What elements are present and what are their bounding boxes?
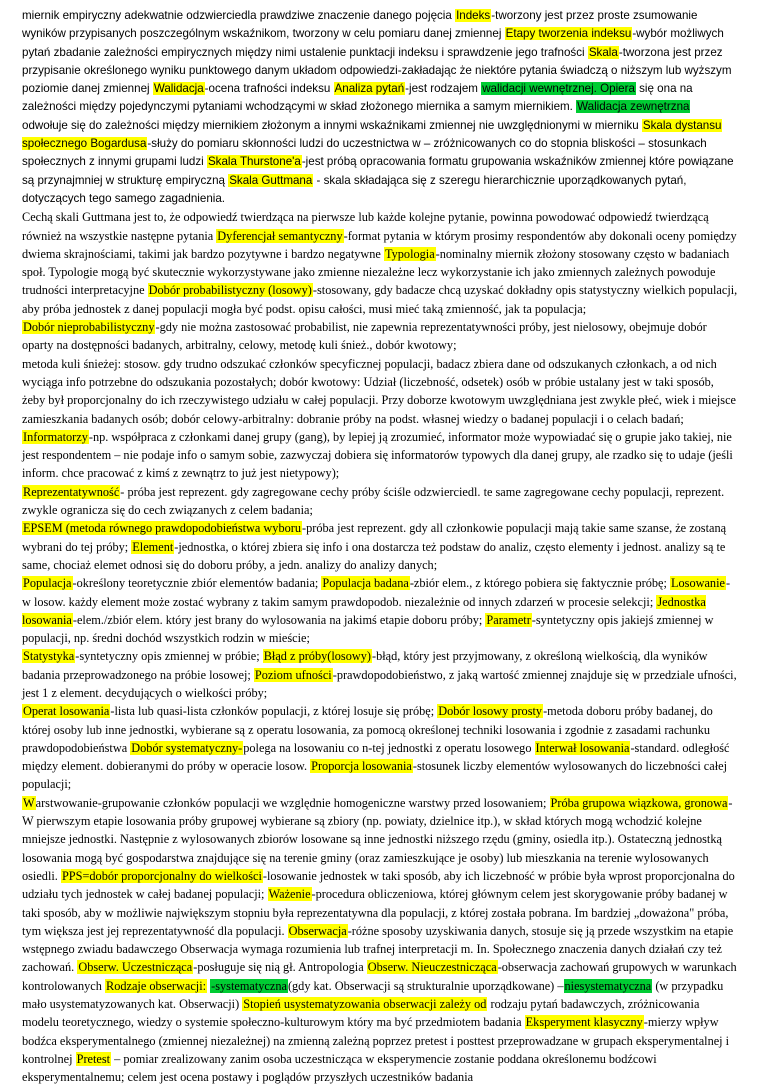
- paragraph-1: [22, 7, 738, 208]
- highlighted-term: Próba grupowa wiązkowa, gronowa: [550, 795, 728, 810]
- highlighted-term: Rodzaje obserwacji:: [106, 978, 207, 993]
- highlighted-term: Stopień usystematyzowania obserwacji zależy od: [243, 997, 487, 1012]
- body-text: -tworzony jest przez proste zsumowanie wyników przypisanych poszczególnym wskaźnikom, tworzony w celu pomiaru danej zmiennej: [22, 9, 698, 41]
- body-text: -jest próbą opracowania formatu grupowania wskaźników zmiennej które powiązane są przynajmniej w strukturę empiryczną: [22, 155, 734, 187]
- body-text: -np. współpraca z członkami danej grupy (gang), by lepiej ją zrozumieć, informator może wypowiadać się o grupie jako takiej, nie jest respondentem – nie podaje info o samym sobie, zazwyczaj dobiera się informatorów typowych dla danej grupy, ale rzadko się to udaje (jeśli inform. chce pracować z kimś z zewnątrz to już jest nietypowy);: [22, 429, 733, 481]
- highlighted-term: Obserwacja: [288, 923, 347, 938]
- highlighted-term: Element: [132, 539, 174, 554]
- body-text: - skala składająca się z szeregu hierarchicznie uporządkowanych pytań, dotyczących tego samego zagadnienia.: [22, 173, 687, 205]
- highlighted-term: Walidacja: [153, 82, 204, 96]
- green-highlighted-term: niesystematyczna: [564, 978, 652, 993]
- body-text: -ocena trafności indeksu: [204, 82, 334, 96]
- paragraph-8: [22, 647, 738, 702]
- body-text: -posługuje się nią gł. Antropologia: [193, 960, 367, 975]
- body-text: -gdy nie można zastosować probabilist, nie zapewnia reprezentatywności próby, jest nielosowy, obejmuje dobór oparty na dostępności badanych, arbitralny, celowy, metodę kuli śnież., dobór kwotowy;: [22, 320, 707, 353]
- paragraph-3: [22, 318, 738, 355]
- body-text: polega na losowaniu co n-tej jednostki z operatu losowego: [243, 740, 535, 755]
- highlighted-term: Interwał losowania: [535, 740, 630, 755]
- green-highlighted-term: Walidacja zewnętrzna: [577, 100, 690, 114]
- highlighted-term: Etapy tworzenia indeksu: [505, 27, 632, 41]
- body-text: -jest rodzajem: [405, 82, 482, 96]
- highlighted-term: Typologia: [384, 246, 435, 261]
- body-text: -błąd, który jest przyjmowany, z określoną wielkością, dla wyników badania przeprowadzonego na próbie losowej;: [22, 649, 708, 682]
- green-highlighted-term: walidacji wewnętrznej. Opiera: [482, 82, 635, 96]
- body-text: -określony teoretycznie zbiór elementów badania;: [72, 576, 322, 591]
- highlighted-term: Eksperyment klasyczny: [525, 1015, 643, 1030]
- highlighted-term: Jednostka losowania: [22, 594, 706, 627]
- body-text: -lista lub quasi-lista członków populacji, z której losuje się próbę;: [110, 704, 438, 719]
- body-text: -mierzy wpływ bodźca eksperymentalnego (zmiennej niezależnej) na zmienną zależną poprzez pretest i posttest przeprowadzane w grupach eksperymentalnej i kontrolnej: [22, 1015, 730, 1066]
- body-text: -próba jest reprezent. gdy all członkowie populacji mają takie same szanse, że zostaną wybrani do tej próby;: [22, 521, 727, 554]
- highlighted-term: EPSEM (metoda równego prawdopodobieństwa wyboru: [23, 521, 302, 536]
- highlighted-term: Ważenie: [268, 887, 311, 902]
- paragraph-7: [22, 574, 738, 647]
- highlighted-term: Dobór nieprobabilistyczny: [23, 320, 155, 335]
- highlighted-term: Pretest: [76, 1051, 111, 1066]
- paragraph-6: [22, 519, 738, 574]
- paragraph-9: [22, 702, 738, 793]
- highlighted-term: Skala Guttmana: [229, 173, 313, 187]
- paragraph-4: [22, 355, 738, 483]
- body-text: -tworzona jest przez przypisanie określonego wyniku punktowego danym układom odpowiedzi-zakładając że niektóre pytania świadczą o niższym lub wyższym poziomie danej zmiennej: [22, 45, 732, 96]
- body-text: – pomiar zrealizowany zanim osoba uczestnicząca w eksperymencie zostanie poddana określonemu bodźcowi eksperymentalnemu; celem jest ocena postawy i poglądów przyszłych uczestników badania: [22, 1051, 657, 1085]
- body-text: -losowanie jednostek w taki sposób, aby ich liczebność w próbie była wprost proporcjonalna do udziału tych jednostek w całej badanej populacji;: [22, 868, 735, 902]
- highlighted-term: Statystyka: [23, 649, 75, 664]
- highlighted-term: Proporcja losowania: [311, 759, 412, 774]
- body-text: -obserwacja zachowań grupowych w warunkach kontrolowanych: [22, 960, 737, 993]
- highlighted-term: Reprezentatywność: [23, 484, 120, 499]
- body-text: Cechą skali Guttmana jest to, że odpowiedź twierdząca na pierwsze lub każde kolejne pytanie, powinna powodować odpowiedź twierdzącą również na wszystkie następne pytania: [22, 210, 709, 243]
- body-text: (w przypadku mało usystematyzowanych kat. Obserwacji): [22, 978, 724, 1012]
- highlighted-term: Błąd z próby(losowy): [263, 649, 371, 664]
- highlighted-term: Dyferencjał semantyczny: [217, 228, 343, 243]
- highlighted-term: Losowanie: [671, 576, 725, 591]
- highlighted-term: Obserw. Uczestnicząca: [78, 960, 193, 975]
- body-text: (gdy kat. Obserwacji są strukturalnie uporządkowane) –: [287, 978, 564, 993]
- body-text: -format pytania w którym prosimy respondentów aby dokonali oceny pomiędzy dwiema skrajnościami, takimi jak bardzo pozytywne i bardzo negatywne: [22, 228, 737, 261]
- body-text: -w losow. każdy element może zostać wybrany z takim samym prawdopodob. niezależnie od innych zdarzeń w procesie selekcji;: [22, 576, 731, 609]
- highlighted-term: Dobór systematyczny-: [131, 740, 243, 755]
- highlighted-term: Informatorzy: [23, 429, 88, 444]
- highlighted-term: Parametr: [486, 612, 531, 627]
- highlighted-term: PPS=dobór proporcjonalny do wielkości: [61, 868, 262, 883]
- body-text: -jednostka, o której zbiera się info i ona dostarcza też podstaw do analiz, często elementy i jednost. analizy są te same, chociaż elemet odnosi się do doboru próby, a jedn. analizy do analizy danych;: [22, 539, 726, 572]
- highlighted-term: Dobór losowy prosty: [438, 704, 543, 719]
- highlighted-term: Dobór probabilistyczny (losowy): [148, 283, 312, 298]
- body-text: -metoda doboru próby badanej, do której osoby lub inne jednostki, wybierane są z operatu losowania, za pomocą określonej techniki losowania i zgodnie z zasadami rachunku prawdopodobieństwa: [22, 704, 713, 755]
- body-text: -syntetyczny opis zmiennej w próbie;: [75, 649, 263, 664]
- paragraph-2: [22, 208, 738, 318]
- green-highlighted-term: -systematyczna: [211, 978, 287, 993]
- highlighted-term: Populacja badana: [322, 576, 409, 591]
- body-text: -procedura obliczeniowa, której głównym celem jest skorygowanie próby badanej w taki sposób, aby w możliwie największym stopniu była reprezentatywna dla populacji, z której została pobrana. Im bardziej „doważona" próba, tym większa jest jej reprezentatywność dla populacji.: [22, 887, 729, 938]
- highlighted-term: Operat losowania: [23, 704, 110, 719]
- highlighted-term: Skala Thurstone'a: [207, 155, 301, 169]
- body-text: się ona na zależności między pojedynczymi pytaniami wchodzącymi w skład złożonego miernika a samym miernikiem.: [22, 82, 693, 114]
- body-text: -prawdopodobieństwo, z jaką wartość zmiennej znajduje się w przedziale ufności, jest 1 z element. decydujących o wielkości próby;: [22, 667, 737, 700]
- body-text: - próba jest reprezent. gdy zagregowane cechy próby ściśle odzwierciedl. te same zagregowane cechy populacji, reprezent. zwykle ogranicza się do cech związanych z celem badania;: [22, 484, 725, 518]
- body-text: -standard. odległość między element. dobieranymi do próby w operacie losow.: [22, 740, 730, 774]
- body-text: -różne sposoby uzyskiwania danych, stosuje się ją przede wszystkim na etapie wstępnego zwiadu badawczego Obserwacja wymaga rozumienia lub trafnej interpretacji m. In. Społecznego znaczenia danych działań czy też zachowań.: [22, 923, 734, 975]
- body-text: -zbiór elem., z którego pobiera się faktycznie próbę;: [409, 576, 670, 591]
- highlighted-term: Populacja: [23, 576, 72, 591]
- highlighted-term: Poziom ufności: [254, 667, 332, 682]
- body-text: -wybór możliwych pytań zbadanie zależności empirycznych między nimi ustalenie punktacji indeksu i sprawdzenie jego trafności: [22, 27, 724, 59]
- paragraph-10: [22, 794, 738, 1087]
- body-text: metoda kuli śnieżej: stosow. gdy trudno odszukać członków specyficznej populacji, badacz zbiera dane od odszukanych członkach, a od nich wyciąga info potrzebne do odszukania pozostałych; dobór kwotowy: Udział (liczebność, odsetek) osób w próbie ustalany jest w taki sposób, żeby był proporcjonalny do ich rzeczywistego udziału w całej populacji. Przy doborze kwotowym uwzględniana jest zwykle płeć, wiek i miejsce zamieszkania badanych osób; dobór celowy-arbitralny: dobranie próby na podst. własnej wiedzy o badanej populacji i o celach badań;: [22, 356, 737, 426]
- body-text: arstwowanie-grupowanie członków populacji we względnie homogeniczne warstwy przed losowaniem;: [35, 795, 550, 810]
- body-text: -W pierwszym etapie losowania próby grupowej wybierane są zbiory (np. powiaty, dzielnice itp.), w skład których mogą wchodzić kolejne mniejsze jednostki. Następnie z wylosowanych zbiorów losowane są inne jednostki niższego rzędu (gminy, osiedla itp.). Ostateczną jednostką losowania mogą być gospodarstwa znajdujące się na terenie gminy (oraz zamieszkujące je osoby) lub mieszkania na terenie wylosowanych osiedli.: [22, 795, 733, 883]
- body-text: -nominalny miernik złożony stosowany często w badaniach społ. Typologie mogą być skutecznie wykorzystywane jako zmienne niezależne lecz wykorzystanie ich jako zmiennych zależnych powoduje trudności interpretacyjne: [22, 246, 730, 298]
- body-text: rodzaju pytań badawczych, zróżnicowania modelu teoretycznego, wiedzy o systemie społeczno-kulturowym który ma być przedmiotem badania: [22, 997, 700, 1030]
- body-text: -stosowany, gdy badacze chcą uzyskać dokładny opis statystyczny wielkich populacji, aby próba jednostek z danej populacji mogła być podst. opisu całości, musi mieć taką zmienność, jak ta populacja;: [22, 283, 738, 316]
- highlighted-term: Obserw. Nieuczestnicząca: [367, 960, 497, 975]
- body-text: -służy do pomiaru skłonności ludzi do uczestnictwa w – zróżnicowanych co do stopnia bliskości – stosunkach społecznych z innymi grupami ludzi: [22, 137, 707, 169]
- highlighted-term: Skala dystansu społecznego Bogardusa: [22, 118, 722, 151]
- highlighted-term: Indeks: [456, 9, 491, 22]
- body-text: -stosunek liczby elementów wylosowanych do liczebności całej populacji;: [22, 759, 728, 792]
- highlighted-term: Skala: [588, 45, 618, 59]
- body-text: -elem./zbiór elem. który jest brany do wylosowania na jakimś etapie doboru próby;: [72, 612, 486, 627]
- paragraph-5: [22, 483, 738, 520]
- body-text: -syntetyczny opis jakiejś zmiennej w populacji, np. średni dochód wszystkich rodzin w mieście;: [22, 612, 714, 646]
- body-text: odwołuje się do zależności między miernikiem złożonym a innymi wskaźnikami zmiennej nie uwzględnionymi w mierniku: [22, 118, 642, 132]
- body-text: miernik empiryczny adekwatnie odzwierciedla prawdziwe znaczenie danego pojęcia: [22, 9, 456, 22]
- highlighted-term: W: [23, 795, 35, 810]
- highlighted-term: Analiza pytań: [334, 82, 405, 96]
